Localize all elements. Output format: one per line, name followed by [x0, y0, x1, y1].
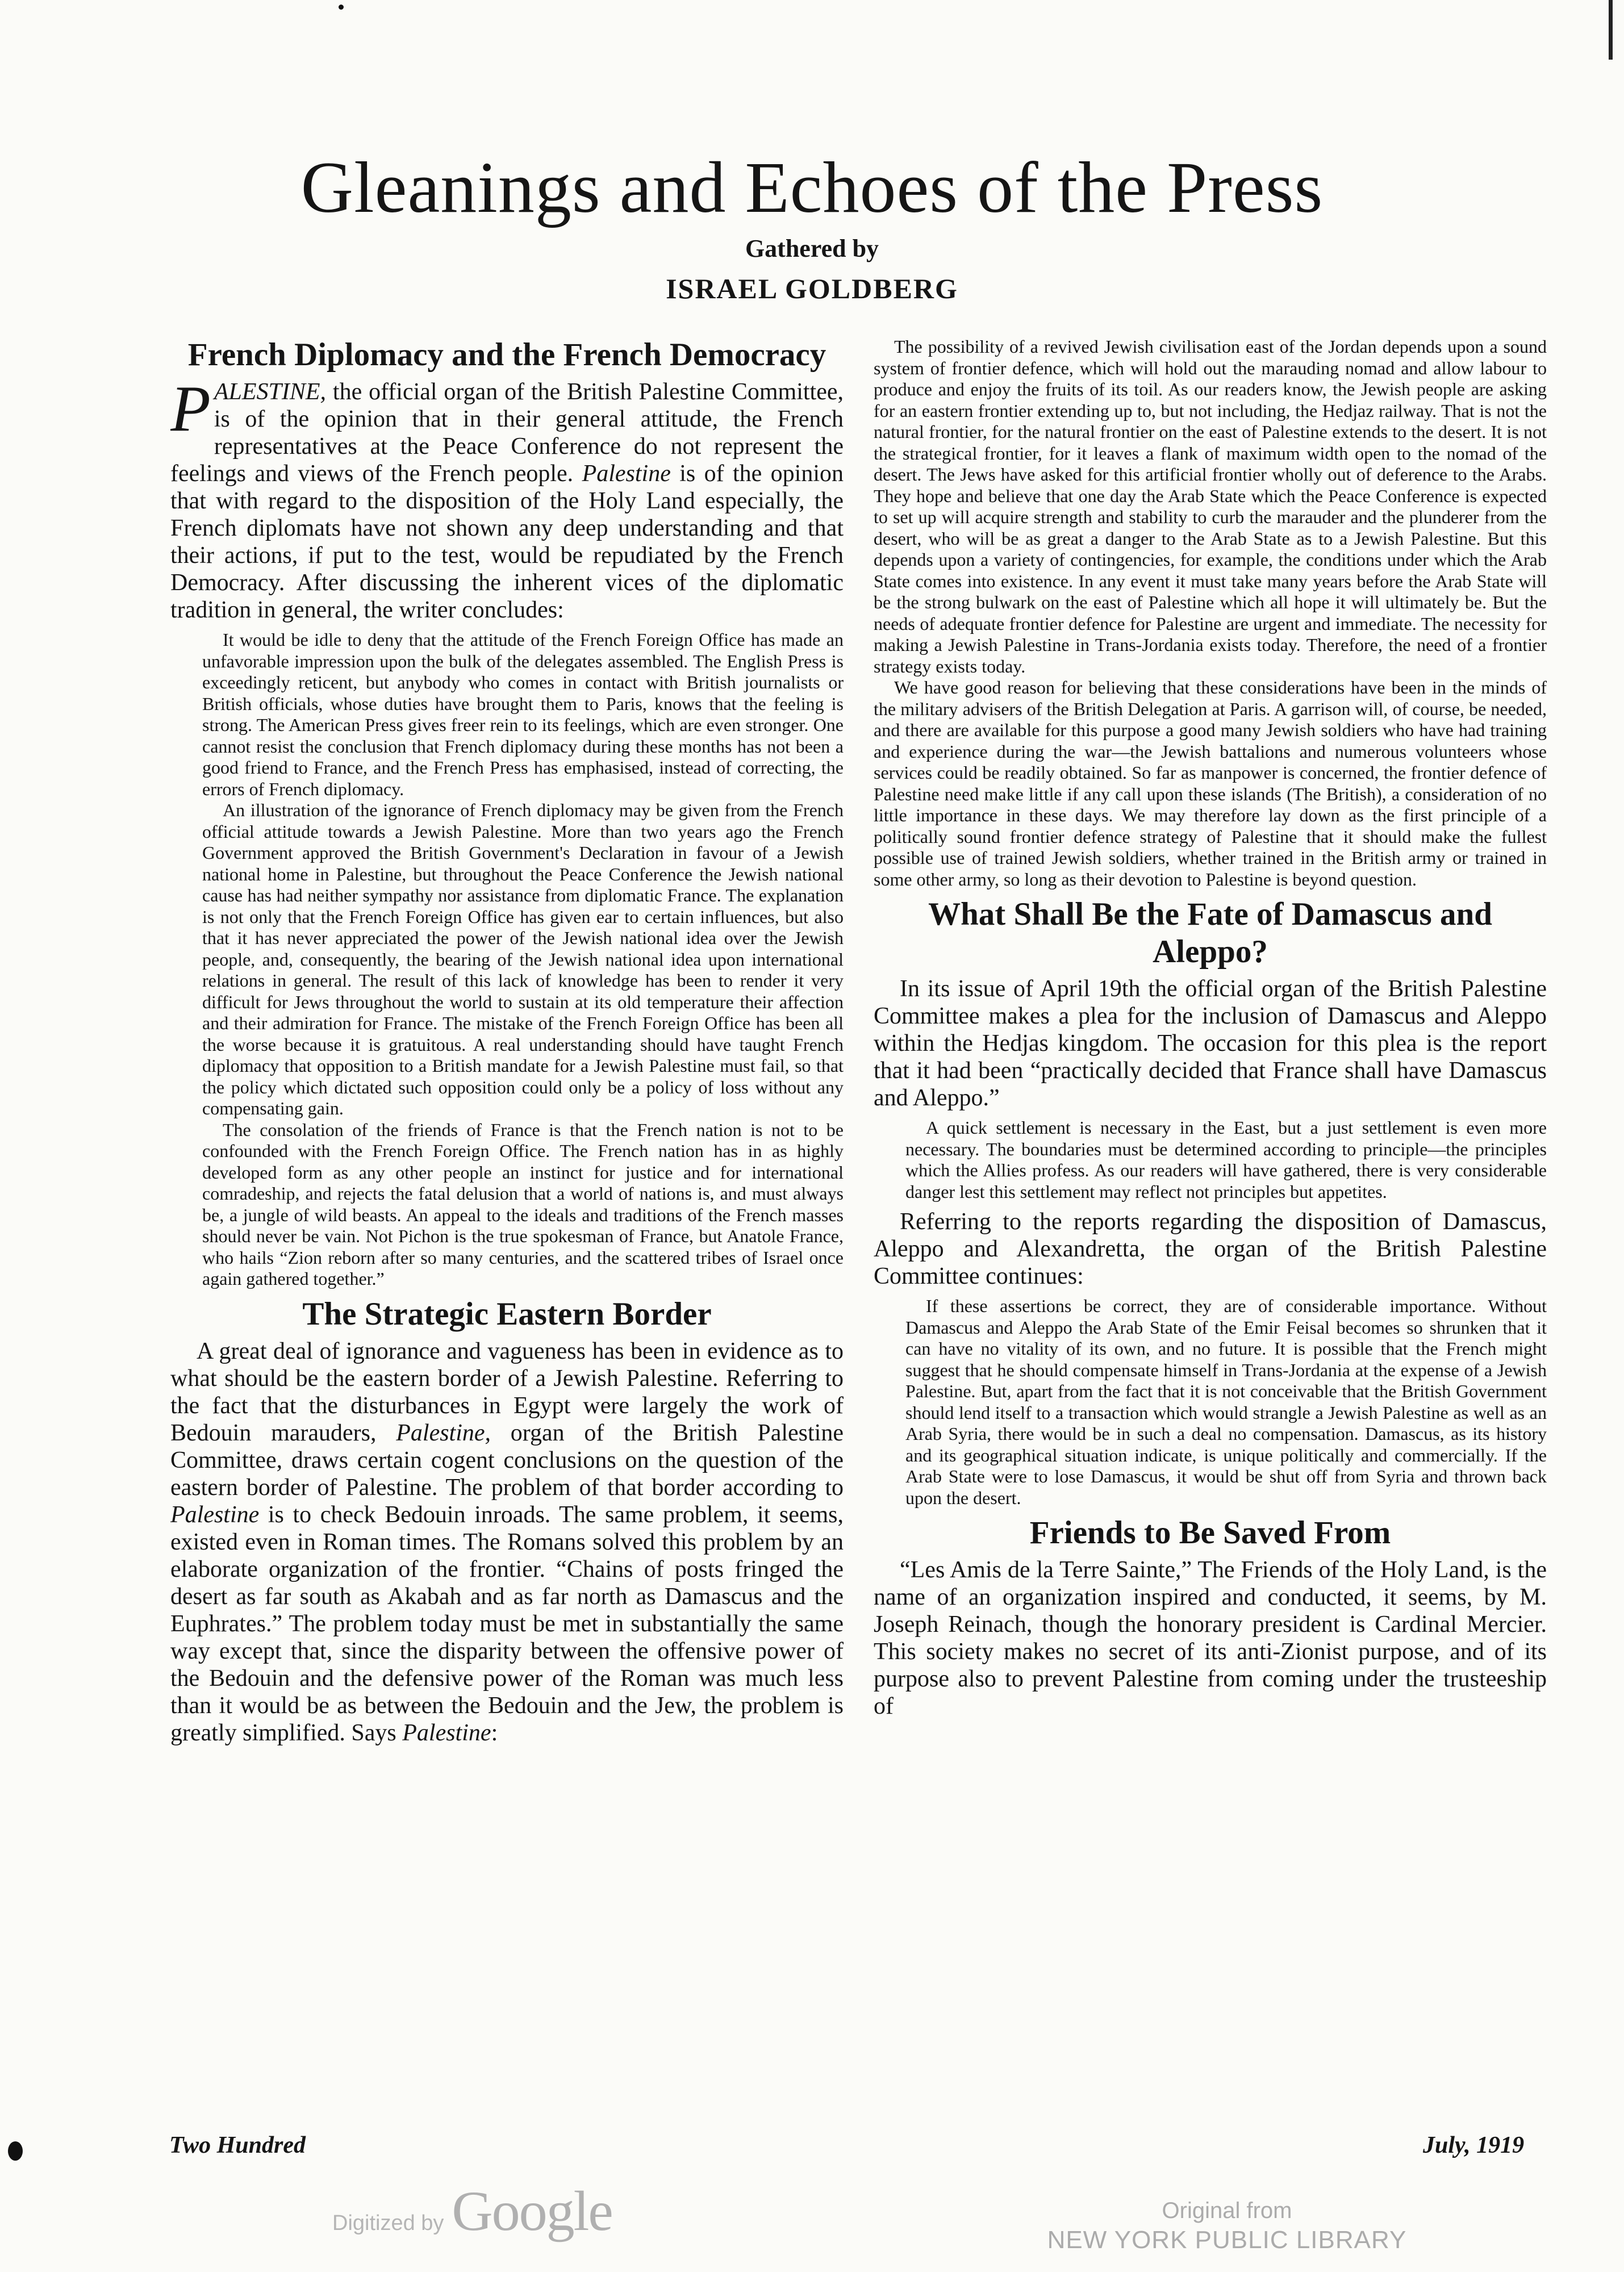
quote-paragraph: If these assertions be correct, they are of considerable importance. Without Damascus and Aleppo the Arab State of the Emir Feisal becomes so shrunken that it can have no vitality of its own, and no future. It is possible that the French might suggest that he should compensate himself in Trans-Jordania at the expense of a Jewish Palestine. But, apart from the fact that it is not conceivable that the British Government should lend itself to a transaction which would strangle a Jewish Palestine as well as an Arab Syria, there would be in such a deal no compensation. Damascus, as its history and its geographical situation indicate, is unique politically and commercially. If the Arab State were to lose Damascus, it would be shut off from Syria and thrown back upon the desert.	[905, 1296, 1547, 1508]
digitized-watermark	[332, 2180, 612, 2254]
drop-cap: P	[170, 373, 211, 445]
quote-paragraph: The consolation of the friends of France is that the French nation is not to be confounded with the French Foreign Office. The French nation has in as highly developed form as any other people an instinct for justice and for international comradeship, and rejects the fatal delusion that a world of nations is, and must always be, a jungle of wild beasts. An appeal to the ideals and traditions of the French masses should never be vain. Not Pichon is the true spokesman of France, but Anatole France, who hails “Zion reborn after so many centuries, and the scattered tribes of Israel once again gathered together.”	[202, 1119, 844, 1289]
section-heading-damascus-aleppo: What Shall Be the Fate of Damascus and Aleppo?	[928, 896, 1492, 970]
section-heading-friends: Friends to Be Saved From	[1029, 1515, 1391, 1551]
section-heading-french-diplomacy: French Diplomacy and the French Democracy	[187, 337, 826, 373]
quote-paragraph: A quick settlement is necessary in the East, but a just settlement is even more necessary. The boundaries must be determined according to principle—the principles which the Allies profess. As our readers will have gathered, there is very considerable danger lest this settlement may reflect not principles but appetites.	[905, 1117, 1547, 1202]
publication-name: Palestine	[582, 461, 671, 487]
digitized-by-label: Digitized by	[332, 2211, 444, 2235]
quote-paragraph: The possibility of a revived Jewish civilisation east of the Jordan depends upon a sound system of frontier defence, which will hold out the marauding nomad and allow labour to produce and enjoy the fruits of its toil. As our readers know, the Jewish people are asking for an eastern frontier extending up to, but not including, the Hedjaz railway. That is not the natural frontier, for the natural frontier on the east of Palestine extends to the desert. It is not the strategical frontier, for it leaves a flank of maximum width open to the nomad of the desert. The Jews have asked for this artificial frontier wholly out of deference to the Arabs. They hope and believe that one day the Arab State which the Peace Conference is expected to set up will acquire strength and stability to curb the marauder and the plunderer from the desert, who will be as great a danger to the Arab State as to a Jewish Palestine. But this depends upon a variety of contingencies, for example, the conditions under which the Arab State comes into existence. In any event it must take many years before the Arab State will be the strong bulwark on the east of Palestine which all hope it will ultimately be. But the needs of adequate frontier defence for Palestine are urgent and immediate. The necessity for making a Jewish Palestine in Trans-Jordania exists today. Therefore, the need of a frontier strategy exists today.	[874, 336, 1547, 676]
ink-speck	[339, 5, 344, 10]
publication-name: Palestine	[402, 1719, 491, 1746]
quote-paragraph: It would be idle to deny that the attitude of the French Foreign Office has made an unfavorable impression upon the bulk of the delegates assembled. The English Press is exceedingly reticent, but anybody who comes in contact with British journalists or British officials, whose duties have brought them to Paris, knows that the feeling is strong. The American Press gives freer rein to its feelings, which are even stronger. One cannot resist the conclusion that French diplomacy during these months has not been a good friend to France, and the French Press has emphasised, instead of correcting, the errors of French diplomacy.	[202, 629, 844, 799]
article-paragraph: Referring to the reports regarding the disposition of Damascus, Aleppo and Alexandretta, the organ of the British Palestine Committee continues:	[874, 1209, 1547, 1289]
ink-blot	[8, 2141, 23, 2161]
quote-paragraph: An illustration of the ignorance of French diplomacy may be given from the French official attitude towards a Jewish Palestine. More than two years ago the French Government approved the British Government's Declaration in favour of a Jewish national home in Palestine, but throughout the Peace Conference the Jewish national cause has had neither sympathy nor assistance from diplomatic France. The explanation is not only that the French Foreign Office has given ear to certain influences, but also that it has never appreciated the power of the Jewish national idea over the Jewish people, and, consequently, the bearing of the Jewish national idea upon international relations in general. The result of this lack of knowledge has been to render it very difficult for Jews throughout the world to sustain at its old temperature their affection and their admiration for France. The mistake of the French Foreign Office has been all the worse because it is gratuitous. A real understanding should have taught French diplomacy that opposition to a British mandate for a Jewish Palestine must fail, so that the policy which dictated such opposition could only be a policy of loss without any compensating gain.	[202, 800, 844, 1118]
original-from-label: Original from	[1162, 2198, 1292, 2223]
publication-name: ALESTINE,	[214, 379, 327, 405]
block-quote	[905, 1117, 1547, 1202]
author-name: ISRAEL GOLDBERG	[666, 273, 958, 304]
quote-paragraph: We have good reason for believing that these considerations have been in the minds of the military advisers of the British Delegation at Paris. A garrison will, of course, be needed, and there are available for this purpose a good many Jewish soldiers who have had training and experience during the war—the Jewish battalions and numerous volunteers whose services could be readily obtained. So far as manpower is concerned, the frontier defence of Palestine need make little if any call upon these islands (The British), a consideration of no little importance in these days. We may therefore lay down as the first principle of a politically sound frontier defence strategy of Palestine that it should make the fullest possible use of trained Jewish soldiers, whether trained in the British army or trained in some other army, so long as their devotion to Palestine is beyond question.	[874, 677, 1547, 889]
issue-date: July, 1919	[1423, 2132, 1525, 2158]
page-title: Gleanings and Echoes of the Press	[300, 147, 1324, 228]
publication-name: Palestine,	[396, 1419, 491, 1446]
gathered-by-line: Gathered by	[745, 235, 879, 262]
block-quote	[905, 1296, 1547, 1509]
google-logo: Google	[452, 2179, 612, 2242]
library-name: NEW YORK PUBLIC LIBRARY	[1047, 2226, 1407, 2254]
right-column	[874, 336, 1547, 2103]
publication-name: Palestine	[170, 1501, 260, 1528]
article-paragraph: A great deal of ignorance and vagueness has been in evidence as to what should be the eastern border of a Jewish Palestine. Referring to the fact that the disturbances in Egypt were largely the work of Bedouin marauders, Palestine, organ of the British Palestine Committee, draws certain cogent conclusions on the question of the eastern border of Palestine. The problem of that border according to Palestine is to check Bedouin inroads. The same problem, it seems, existed even in Roman times. The Romans solved this problem by an elaborate organization of the frontier. “Chains of posts fringed the desert as far south as Akabah and as far north as Damascus and the Euphrates.” The problem today must be met in substantially the same way except that, since the disparity between the offensive power of the Bedouin and the defensive power of the Roman was much less than it would be as between the Bedouin and the Jew, the problem is greatly simplified. Says Palestine:	[170, 1338, 844, 1746]
article-paragraph: PALESTINE, the official organ of the British Palestine Committee, is of the opinion that in their general attitude, the French representatives at the Peace Conference do not represent the feelings and views of the French people. Palestine is of the opinion that with regard to the disposition of the Holy Land especially, the French diplomats have not shown any deep understanding and that their actions, if put to the test, would be repudiated by the French Democracy. After discussing the inherent vices of the diplomatic tradition in general, the writer concludes:	[170, 373, 844, 623]
article-paragraph: “Les Amis de la Terre Sainte,” The Friends of the Holy Land, is the name of an organization inspired and conducted, it seems, by M. Joseph Reinach, though the honorary president is Cardinal Mercier. This society makes no secret of its anti-Zionist purpose, and of its purpose also to prevent Palestine from coming under the trusteeship of	[874, 1557, 1547, 1719]
left-column	[170, 336, 844, 2103]
block-quote	[874, 336, 1547, 890]
article-paragraph: In its issue of April 19th the official organ of the British Palestine Committee makes a plea for the inclusion of Damascus and Aleppo within the Hedjas kingdom. The occasion for this plea is the report that it had been “practically decided that France shall have Damascus and Aleppo.”	[874, 976, 1547, 1111]
library-watermark	[971, 2196, 1483, 2255]
block-quote	[202, 629, 844, 1290]
page-number: Two Hundred	[169, 2132, 306, 2158]
section-heading-strategic-border: The Strategic Eastern Border	[302, 1296, 712, 1332]
page-edge-mark	[1609, 0, 1613, 60]
